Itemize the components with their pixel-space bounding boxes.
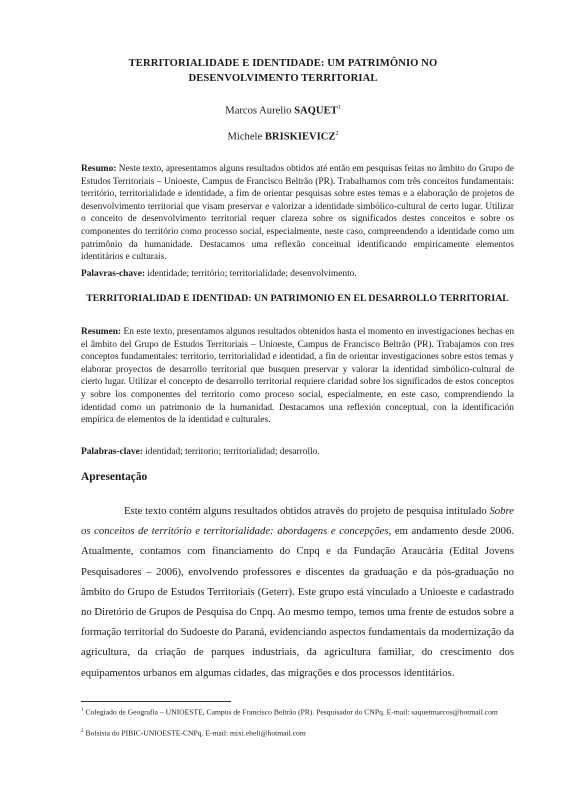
title-line-2: DESENVOLVIMENTO TERRITORIAL	[188, 73, 378, 84]
abstract-text: Neste texto, apresentamos alguns resultados obtidos até então em pesquisas feitas no âmbito do Grupo de Estudos Territoriais – Unioeste, Campus de Francisco Beltrão (PR). Trabalhamos com três conceitos fundamentais: território, territorialidade e identidade, a fim de orientar pesquisas sobre estes temas e a elaboração de projetos de desenvolvimento territorial que visam preservar e valorizar a identidade simbólico-cultural de certo lugar. Utilizar o conceito de desenvolvimento territorial requer clareza sobre os significados destes conceitos e sobre os componentes do território como processo social, especialmente, neste caso, compreendendo a identidade como um patrimônio da humanidade. Destacamos uma reflexão conceitual identificando empiricamente elementos identitários e culturais.	[81, 164, 514, 263]
body-paragraph	[81, 501, 514, 683]
keywords-label: Palavras-chave:	[81, 269, 146, 279]
keywords-portuguese	[81, 268, 514, 280]
spanish-title: TERRITORIALIDAD E IDENTIDAD: UN PATRIMONIO EN EL DESARROLLO TERRITORIAL	[86, 293, 509, 304]
author-2-given-name: Michele	[227, 131, 263, 143]
body-text	[81, 501, 514, 683]
body-paragraph-start: Este texto contém alguns resultados obtidos através do projeto de pesquisa intitulado	[124, 505, 490, 517]
resumen-text: En este texto, presentamos algunos resultados obtenidos hasta el momento en investigaciones hechas en el âmbito del Grupo de Estudos Territoriais – Unioeste, Campus de Francisco Beltrão (PR). Trabajamos con tres conceptos fundamentales: territorio, territorialidad e identidad, a fin de orientar investigaciones sobre estos temas y elaborar proyectos de desarrollo territorial que busquen preservar y valorar la identidad simbólico-cultural de cierto lugar. Utilizar el concepto de desarrollo territorial requiere claridad sobre los significados de estos conceptos y sobre los componentes del territorio como proceso social, especialmente, en este caso, comprendiendo la identidad como un patrimonio de la humanidad. Destacamos una reflexión conceptual, con la identificación empírica de elementos de la identidad e culturales.	[81, 327, 515, 426]
section-heading: Apresentação	[81, 471, 148, 483]
author-1-note-mark: 1	[337, 105, 341, 111]
abstract-portuguese	[81, 163, 514, 264]
resumen-label: Resumen:	[81, 327, 122, 337]
body-paragraph-rest: , em andamento desde 2006. Atualmente, contamos com financiamento do Cnpq e da Fundação Araucária (Edital Jovens Pesquisadores – 2006), envolvendo professores e discentes da graduação e da pós-graduação no âmbito do Grupo de Estudos Territoriais (Geterr). Este grupo está vinculado a Unioeste e cadastrado no Diretório de Grupos de Pesquisa do Cnpq. Ao mesmo tempo, temos uma frente de estudos sobre a formação territorial do Sudoeste do Paraná, evidenciando aspectos fundamentais da modernização da agricultura, da criação de parques industriais, da agricultura familiar, do crescimento dos equipamentos urbanos em algumas cidades, das migrações e dos processos identitários.	[81, 525, 515, 679]
footnote-divider	[81, 701, 231, 702]
abstract-spanish	[81, 326, 514, 427]
footnote-1	[81, 706, 514, 718]
footnote-2-mark: 2	[81, 729, 84, 734]
author-2-surname: BRISKIEVICZ	[264, 131, 336, 143]
abstract-label: Resumo:	[81, 164, 117, 174]
palabras-clave-text: identidad; territorio; territorialidad; desarrollo.	[145, 447, 320, 457]
project-title-italic: Sobre os conceitos de território e territorialidade: abordagens e concepções	[81, 505, 514, 538]
paper-title	[60, 56, 506, 86]
footnote-2	[81, 727, 514, 739]
keywords-text: identidade; território; territorialidade; desenvolvimento.	[147, 269, 357, 279]
footnote-2-text: Bolsista do PIBIC-UNIOESTE-CNPq. E-mail: mixi.eheli@hotmail.com	[85, 728, 306, 738]
footnote-1-mark: 1	[81, 708, 84, 713]
author-2-note-mark: 2	[335, 131, 339, 137]
title-line-1: TERRITORIALIDADE E IDENTIDADE: UM PATRIMÔNIO NO	[128, 58, 438, 69]
author-1-given-name: Marcos Aurelio	[225, 105, 292, 117]
author-1	[0, 105, 566, 117]
author-2	[0, 131, 566, 143]
author-1-surname: SAQUET	[294, 105, 338, 117]
keywords-spanish	[81, 446, 514, 458]
footnote-1-text: Colegiado de Geografia – UNIOESTE, Campus de Francisco Beltrão (PR). Pesquisador do CNPq. E-mail: saquetmarcos@hotmail.com	[85, 707, 498, 717]
palabras-clave-label: Palabras-clave:	[81, 447, 143, 457]
